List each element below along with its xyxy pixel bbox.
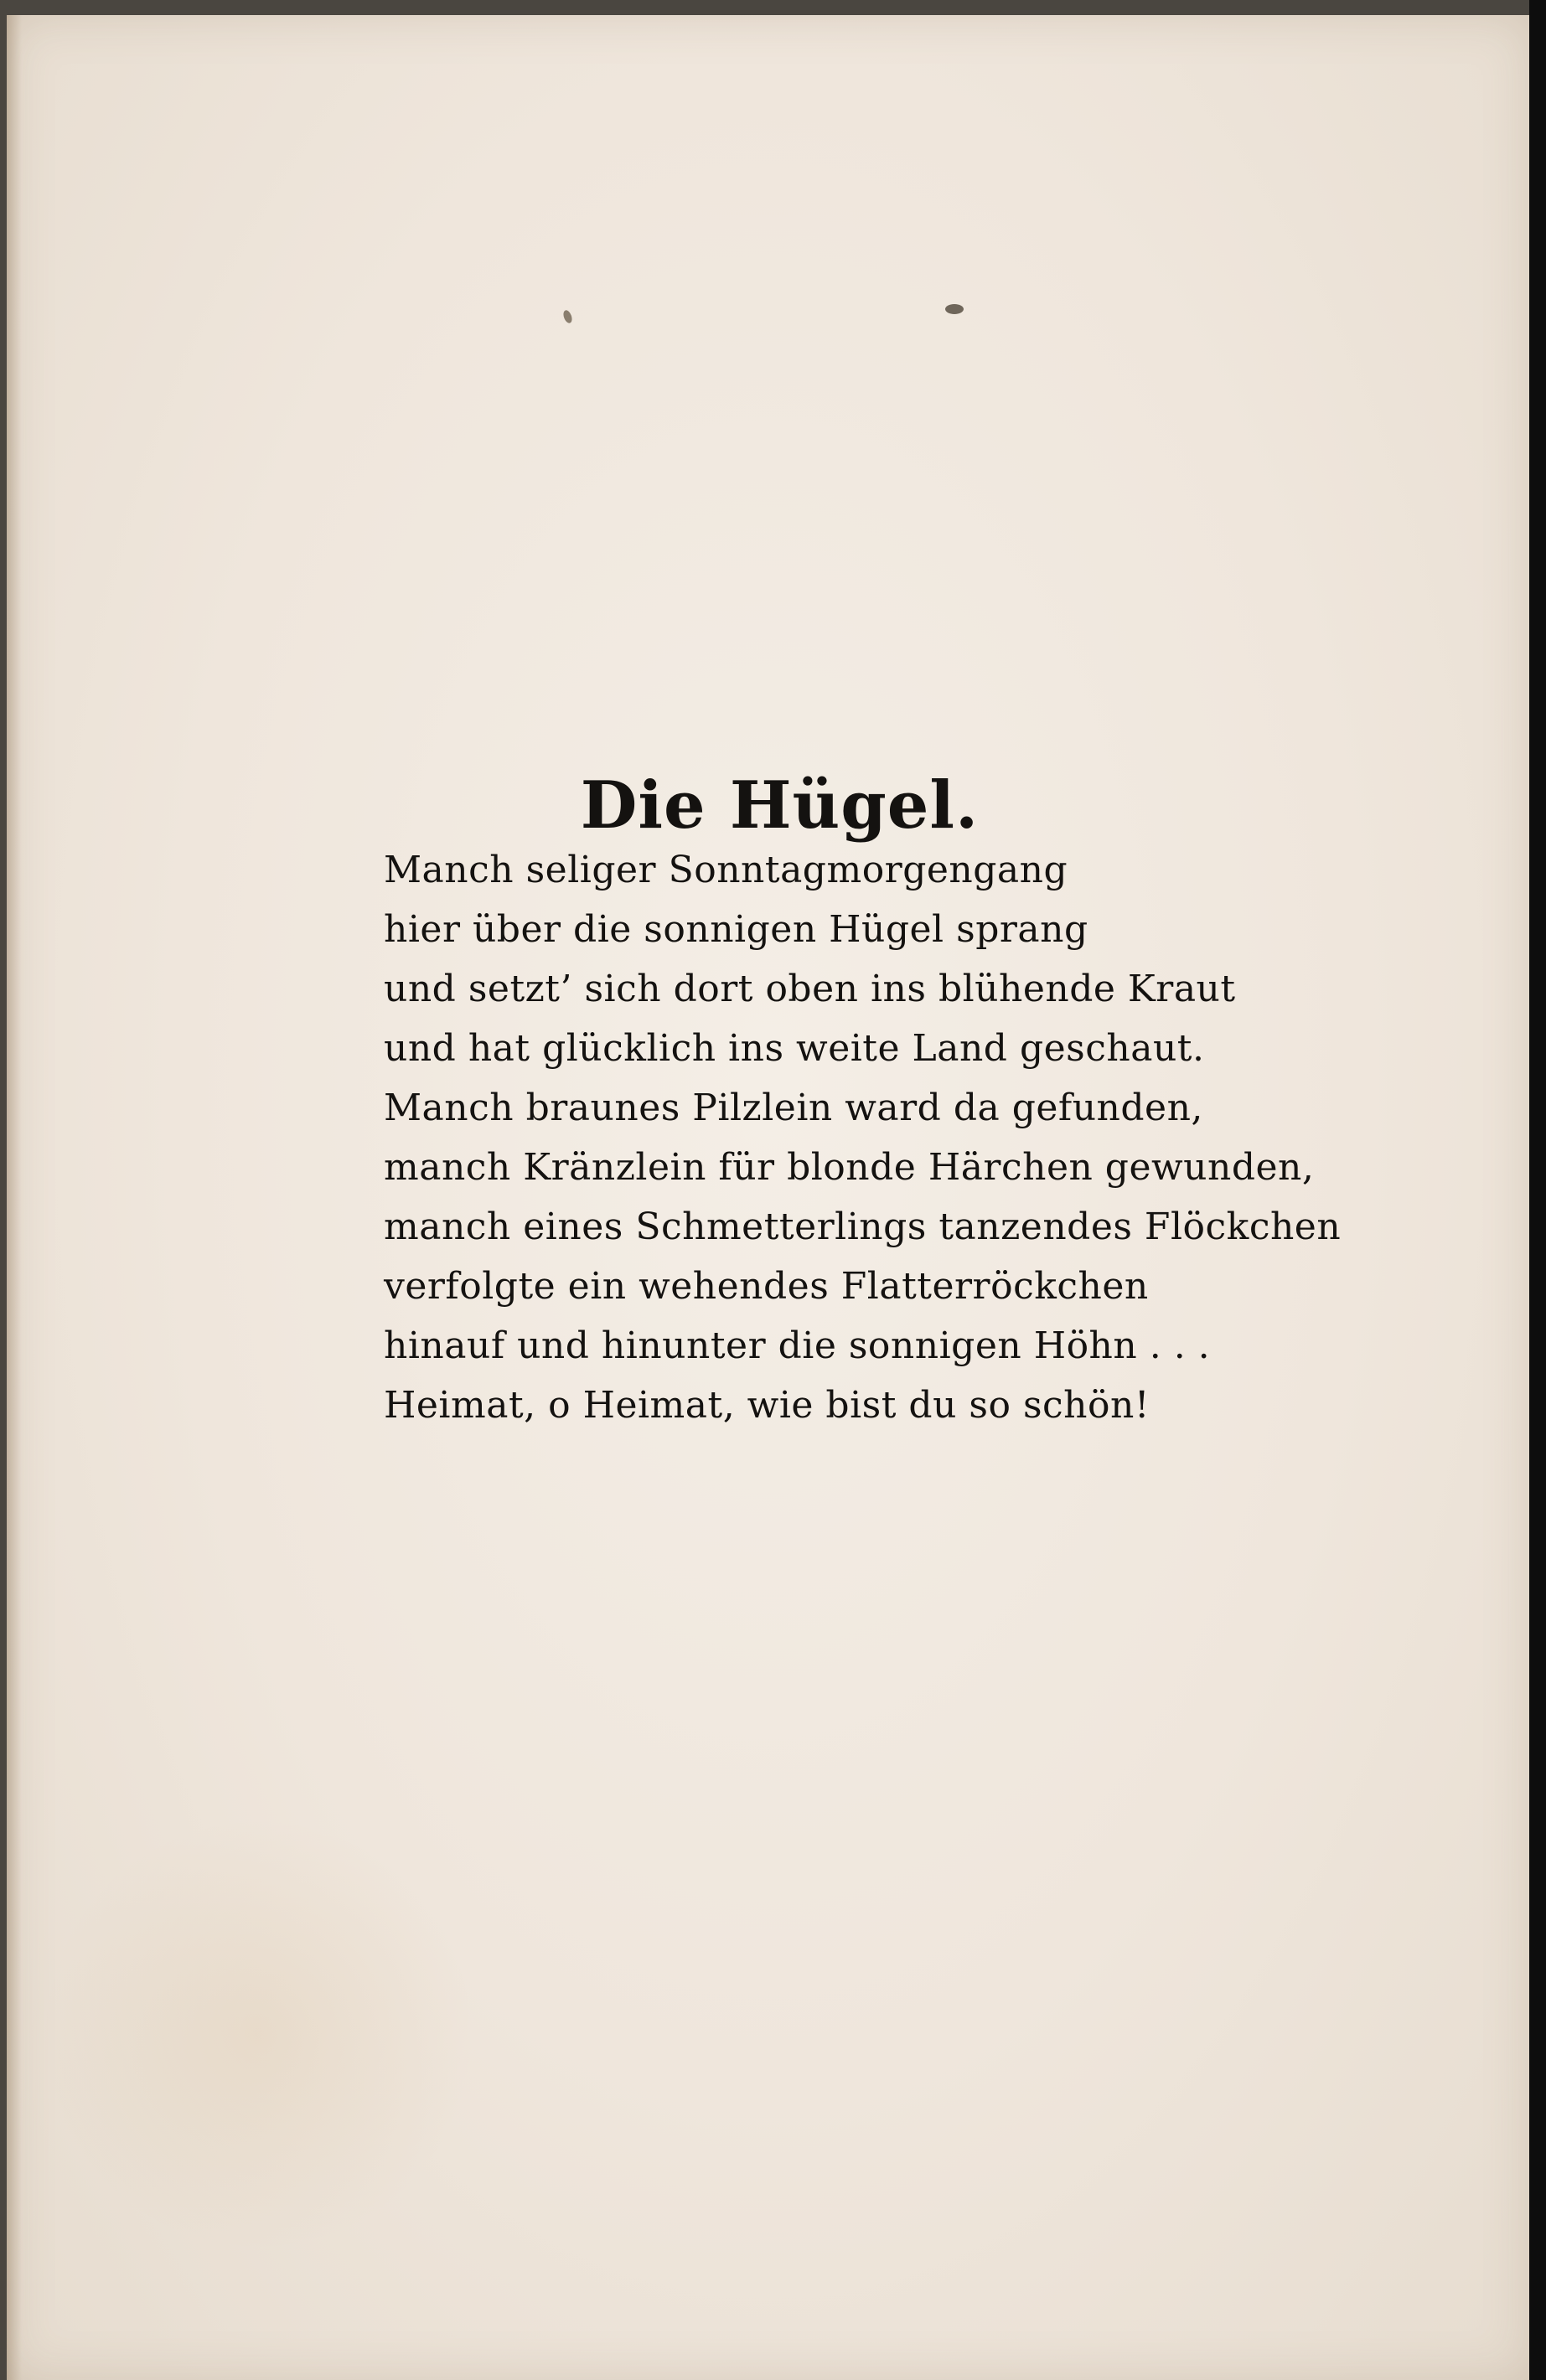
poem-line: hinauf und hinunter die sonnigen Höhn . . . xyxy=(384,1324,1211,1367)
poem-line: Manch braunes Pilzlein ward da gefunden, xyxy=(384,1087,1203,1129)
poem-stanza xyxy=(384,840,1341,1435)
poem-title: Die Hügel. xyxy=(580,767,980,844)
poem-line: Manch seliger Sonntagmorgengang xyxy=(384,849,1068,891)
paper-sheet xyxy=(7,15,1532,2380)
paper-speck xyxy=(562,309,574,324)
poem-line: hier über die sonnigen Hügel sprang xyxy=(384,908,1088,951)
scanner-edge xyxy=(1529,0,1546,2380)
paper-speck xyxy=(945,304,964,314)
poem-line: Heimat, o Heimat, wie bist du so schön! xyxy=(384,1384,1150,1427)
poem-line: und hat glücklich ins weite Land geschaut. xyxy=(384,1027,1205,1070)
poem-line: und setzt’ sich dort oben ins blühende Kraut xyxy=(384,968,1236,1010)
poem-line: manch Kränzlein für blonde Härchen gewunden, xyxy=(384,1146,1315,1189)
poem-line: verfolgte ein wehendes Flatterröckchen xyxy=(384,1265,1149,1308)
poem-line: manch eines Schmetterlings tanzendes Flöckchen xyxy=(384,1205,1342,1248)
